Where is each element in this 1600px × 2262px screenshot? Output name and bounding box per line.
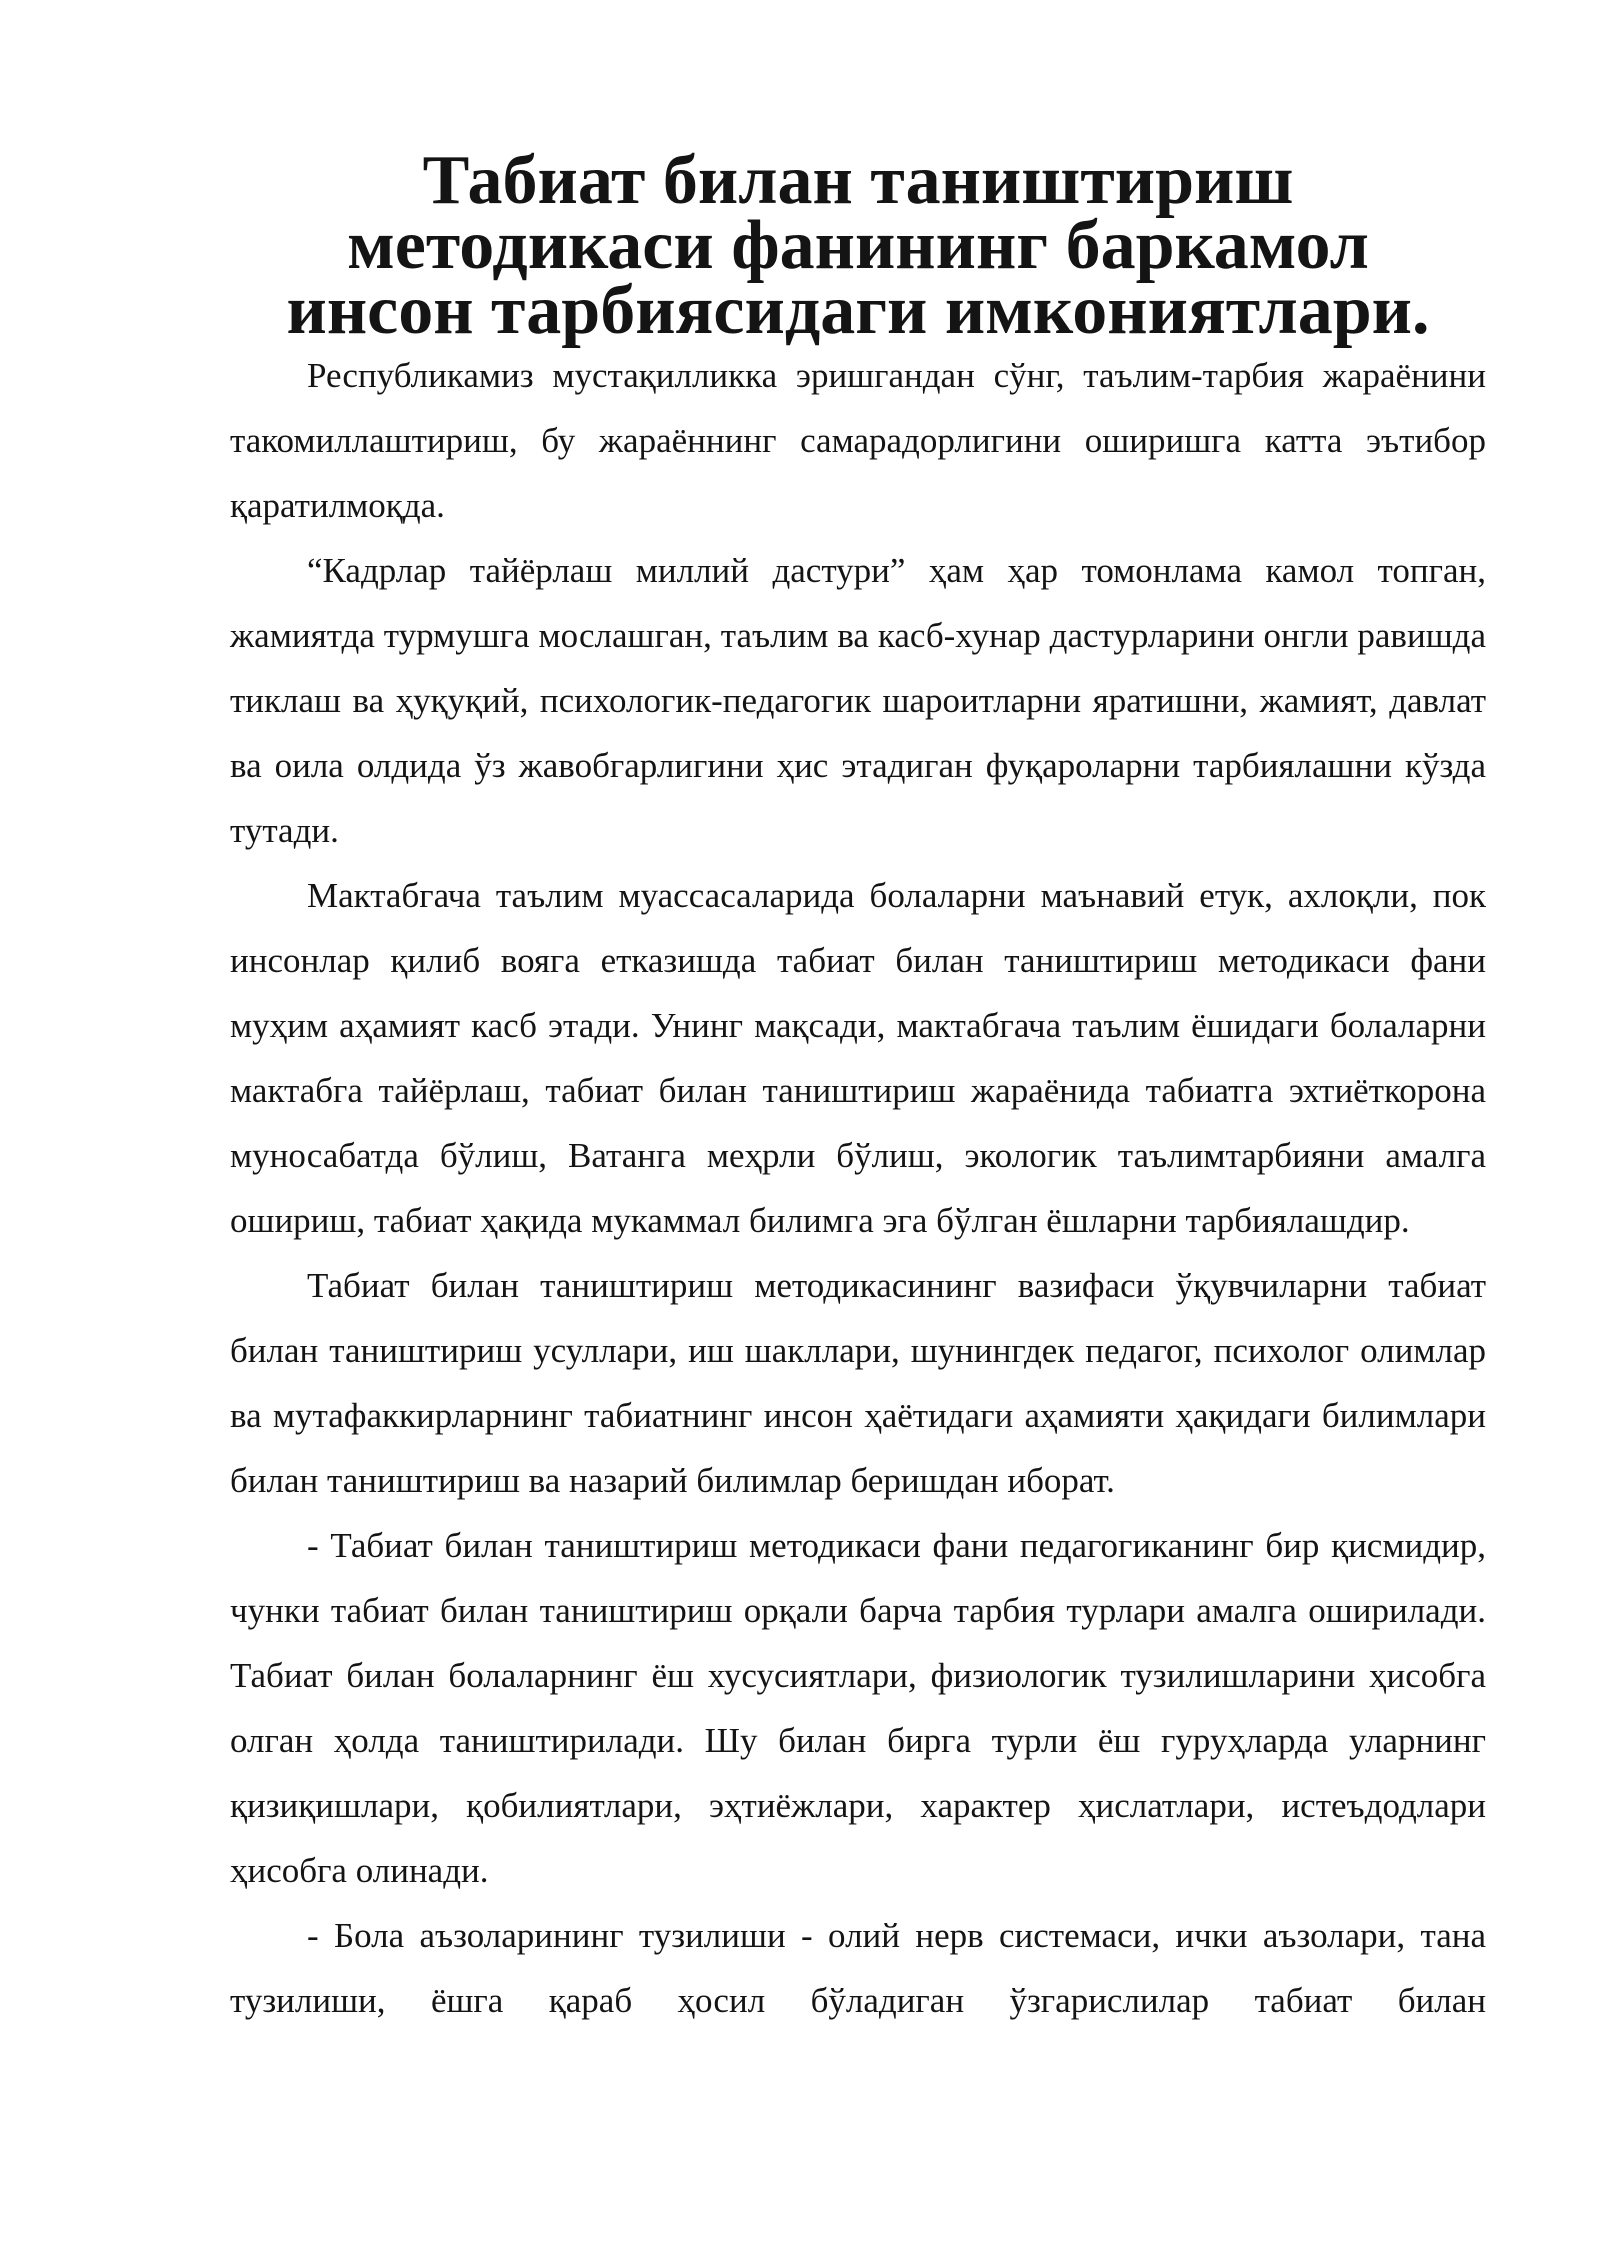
paragraph-6: - Бола аъзоларининг тузилиши - олий нерв системаси, ички аъзолари, тана тузилиши, ёшга қараб ҳосил бўладиган ўзгарислилар табиат билан bbox=[230, 1916, 1486, 2020]
paragraph-1: Республикамиз мустақилликка эришгандан сўнг, таълим-тарбия жараёнини такомиллаштириш, бу жараённинг самарадорлигини оширишга катта эътибор қаратилмоқда. bbox=[230, 356, 1486, 525]
document-page bbox=[230, 142, 1486, 2033]
paragraph-4: Табиат билан таништириш методикасининг вазифаси ўқувчиларни табиат билан таништириш усуллари, иш шакллари, шунингдек педагог, психолог олимлар ва мутафаккирларнинг табиатнинг инсон ҳаётидаги аҳамияти ҳақидаги билимлари билан таништириш ва назарий билимлар беришдан иборат. bbox=[230, 1266, 1486, 1500]
document-title: Табиат билан таништириш методикаси фанининг баркамол инсон тарбиясидаги имкониятлари. bbox=[286, 142, 1430, 349]
paragraph-5: - Табиат билан таништириш методикаси фани педагогиканинг бир қисмидир, чунки табиат билан таништириш орқали барча тарбия турлари амалга оширилади. Табиат билан болаларнинг ёш хусусиятлари, физиологик тузилишларини ҳисобга олган ҳолда таништирилади. Шу билан бирга турли ёш гуруҳларда уларнинг қизиқишлари, қобилиятлари, эҳтиёжлари, характер ҳислатлари, истеъдодлари ҳисобга олинади. bbox=[230, 1526, 1486, 1890]
paragraph-2: “Кадрлар тайёрлаш миллий дастури” ҳам ҳар томонлама камол топган, жамиятда турмушга мослашган, таълим ва касб-хунар дастурларини онгли равишда тиклаш ва ҳуқуқий, психологик-педагогик шароитларни яратишни, жамият, давлат ва оила олдида ўз жавобгарлигини ҳис этадиган фуқароларни тарбиялашни кўзда тутади. bbox=[230, 551, 1486, 850]
paragraph-3: Мактабгача таълим муассасаларида болаларни маънавий етук, ахлоқли, пок инсонлар қилиб вояга етказишда табиат билан таништириш методикаси фани муҳим аҳамият касб этади. Унинг мақсади, мактабгача таълим ёшидаги болаларни мактабга тайёрлаш, табиат билан таништириш жараёнида табиатга эхтиёткорона муносабатда бўлиш, Ватанга меҳрли бўлиш, экологик таълимтарбияни амалга ошириш, табиат ҳақида мукаммал билимга эга бўлган ёшларни тарбиялашдир. bbox=[230, 876, 1486, 1240]
